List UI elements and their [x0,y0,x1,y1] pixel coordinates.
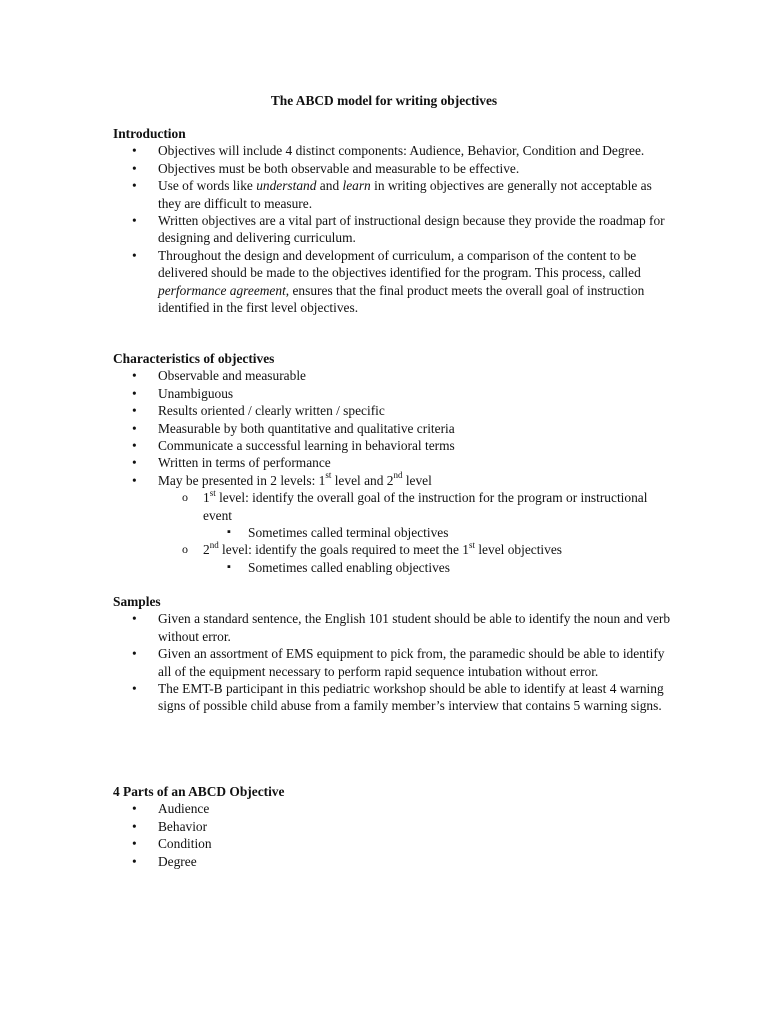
list-item: • Objectives will include 4 distinct components: Audience, Behavior, Condition and Degree. [113,142,673,159]
list-item: • Degree [113,853,673,870]
samples-heading: Samples [113,594,161,609]
list-item: • Measurable by both quantitative and qualitative criteria [113,420,673,437]
list-item: • Audience [113,800,673,817]
list-item: • The EMT-B participant in this pediatric workshop should be able to identify at least 4 warning signs of possible child abuse from a family member’s interview that contains 5 warning signs. [113,680,673,715]
introduction-list [113,142,673,316]
list-item: • Results oriented / clearly written / specific [113,402,673,419]
list-item: • Unambiguous [113,385,673,402]
list-item: • Written objectives are a vital part of instructional design because they provide the roadmap for designing and delivering curriculum. [113,212,673,247]
list-item: o 1st level: identify the overall goal of the instruction for the program or instructional event ▪ Sometimes called terminal objectives [158,489,673,541]
parts-section [113,783,673,870]
introduction-heading: Introduction [113,126,186,141]
levels-sublist [158,489,673,576]
list-item: o 2nd level: identify the goals required to meet the 1st level objectives ▪ Sometimes called enabling objectives [158,541,673,576]
list-item: • Written in terms of performance [113,454,673,471]
list-item: • Condition [113,835,673,852]
list-item: • Given an assortment of EMS equipment to pick from, the paramedic should be able to identify all of the equipment necessary to perform rapid sequence intubation without error. [113,645,673,680]
introduction-section [113,125,673,316]
characteristics-list [113,367,673,576]
list-item: • May be presented in 2 levels: 1st level and 2nd level o 1st level: identify the overall goal of the instruction for the program or instructional event ▪ Sometimes called terminal objectives o 2nd level: identify the goals required to meet the 1st level objectives ▪ Sometimes called enabling objectives [113,472,673,576]
characteristics-heading: Characteristics of objectives [113,351,275,366]
list-item: ▪ Sometimes called terminal objectives [203,524,673,541]
list-item: ▪ Sometimes called enabling objectives [203,559,673,576]
list-item: • Throughout the design and development of curriculum, a comparison of the content to be delivered should be made to the objectives identified for the program. This process, called performance agreement, ensures that the final product meets the overall goal of instruction identified in the first level objectives. [113,247,673,317]
list-item: • Use of words like understand and learn in writing objectives are generally not acceptable as they are difficult to measure. [113,177,673,212]
list-item: • Communicate a successful learning in behavioral terms [113,437,673,454]
list-item: • Behavior [113,818,673,835]
samples-section [113,593,673,715]
parts-list [113,800,673,870]
characteristics-section [113,350,673,576]
level1-sublist [203,524,673,541]
list-item: • Observable and measurable [113,367,673,384]
parts-heading: 4 Parts of an ABCD Objective [113,784,285,799]
samples-list [113,610,673,714]
list-item: • Given a standard sentence, the English 101 student should be able to identify the noun and verb without error. [113,610,673,645]
document-title: The ABCD model for writing objectives [270,93,498,108]
level2-sublist [203,559,673,576]
list-item: • Objectives must be both observable and measurable to be effective. [113,160,673,177]
